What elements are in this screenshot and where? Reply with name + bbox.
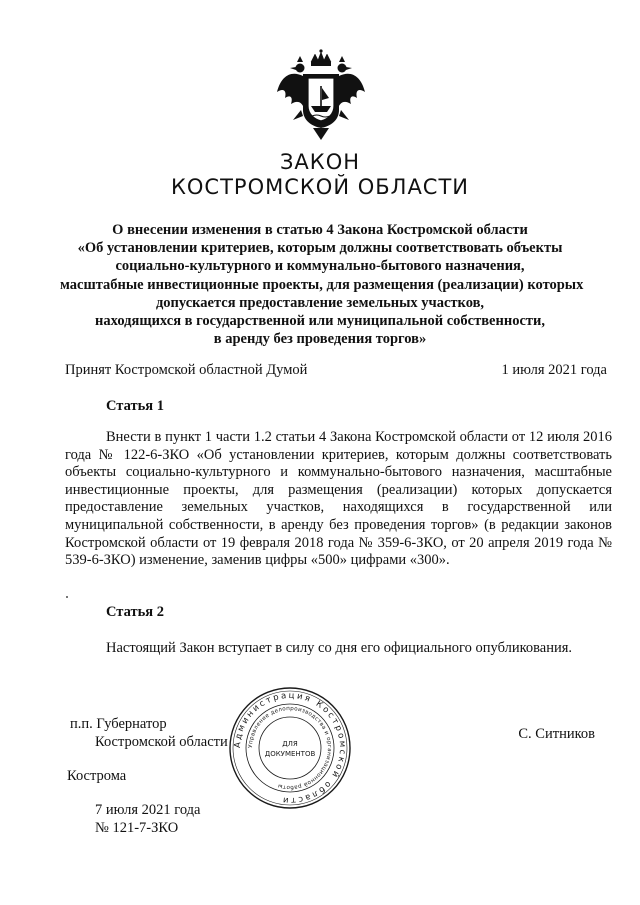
document-number: № 121-7-ЗКО [95,820,179,836]
stamp-inner-text: Управление делопроизводства и организационной работы [247,705,333,791]
law-subject [60,221,584,348]
signatory-role: п.п. Губернатор [70,716,167,732]
subject-line: находящихся в государственной или муниципальной собственности, [95,313,545,330]
document-date: 7 июля 2021 года [95,802,201,818]
subject-line: в аренду без проведения торгов» [213,331,427,348]
stamp-outer-text: Администрация Костромской области [232,690,348,806]
article-2-heading: Статья 2 [106,604,164,620]
document-title-line1: ЗАКОН [279,150,361,174]
stamp-center-line1: ДЛЯ [282,740,298,748]
subject-line: масштабные инвестиционные проекты, для размещения (реализации) которых [60,276,584,293]
scan-speck [66,596,68,598]
signatory-region: Костромской области [95,734,228,750]
subject-line: О внесении изменения в статью 4 Закона Костромской области [112,222,528,238]
official-stamp [228,686,352,810]
subject-line: социально-культурного и коммунально-бытового назначения, [115,258,525,275]
article-2-text: Настоящий Закон вступает в силу со дня его официального опубликования. [106,640,573,656]
document-title-line2: КОСТРОМСКОЙ ОБЛАСТИ [170,175,470,199]
subject-line: «Об установлении критериев, которым должны соответствовать объекты [77,240,563,257]
article-1-heading: Статья 1 [106,398,164,414]
adoption-date: 1 июля 2021 года [501,362,607,378]
stamp-center-line2: ДОКУМЕНТОВ [264,750,316,758]
coat-of-arms-emblem [273,48,369,144]
subject-line: допускается предоставление земельных участков, [155,294,485,311]
adopted-by: Принят Костромской областной Думой [65,362,308,378]
signatory-name: С. Ситников [518,726,595,742]
city-name: Кострома [67,768,127,784]
article-1-text: Внести в пункт 1 части 1.2 статьи 4 Закона Костромской области от 12 июля 2016 года № 122-6-ЗКО «Об установлении критериев, которым должны соответствовать объекты социально-культурного и коммунально-бытового назначения, масштабные инвестиционные проекты, для размещения (реализации) которых допускается предоставление земельных участков, находящихся в государственной или муниципальной собственности, в аренду без проведения торгов» (в редакции законов Костромской области от 19 февраля 2018 года № 359-6-ЗКО, от 20 апреля 2019 года № 539-6-ЗКО) изменение, заменив цифры «500» цифрами «300». [65,429,612,569]
